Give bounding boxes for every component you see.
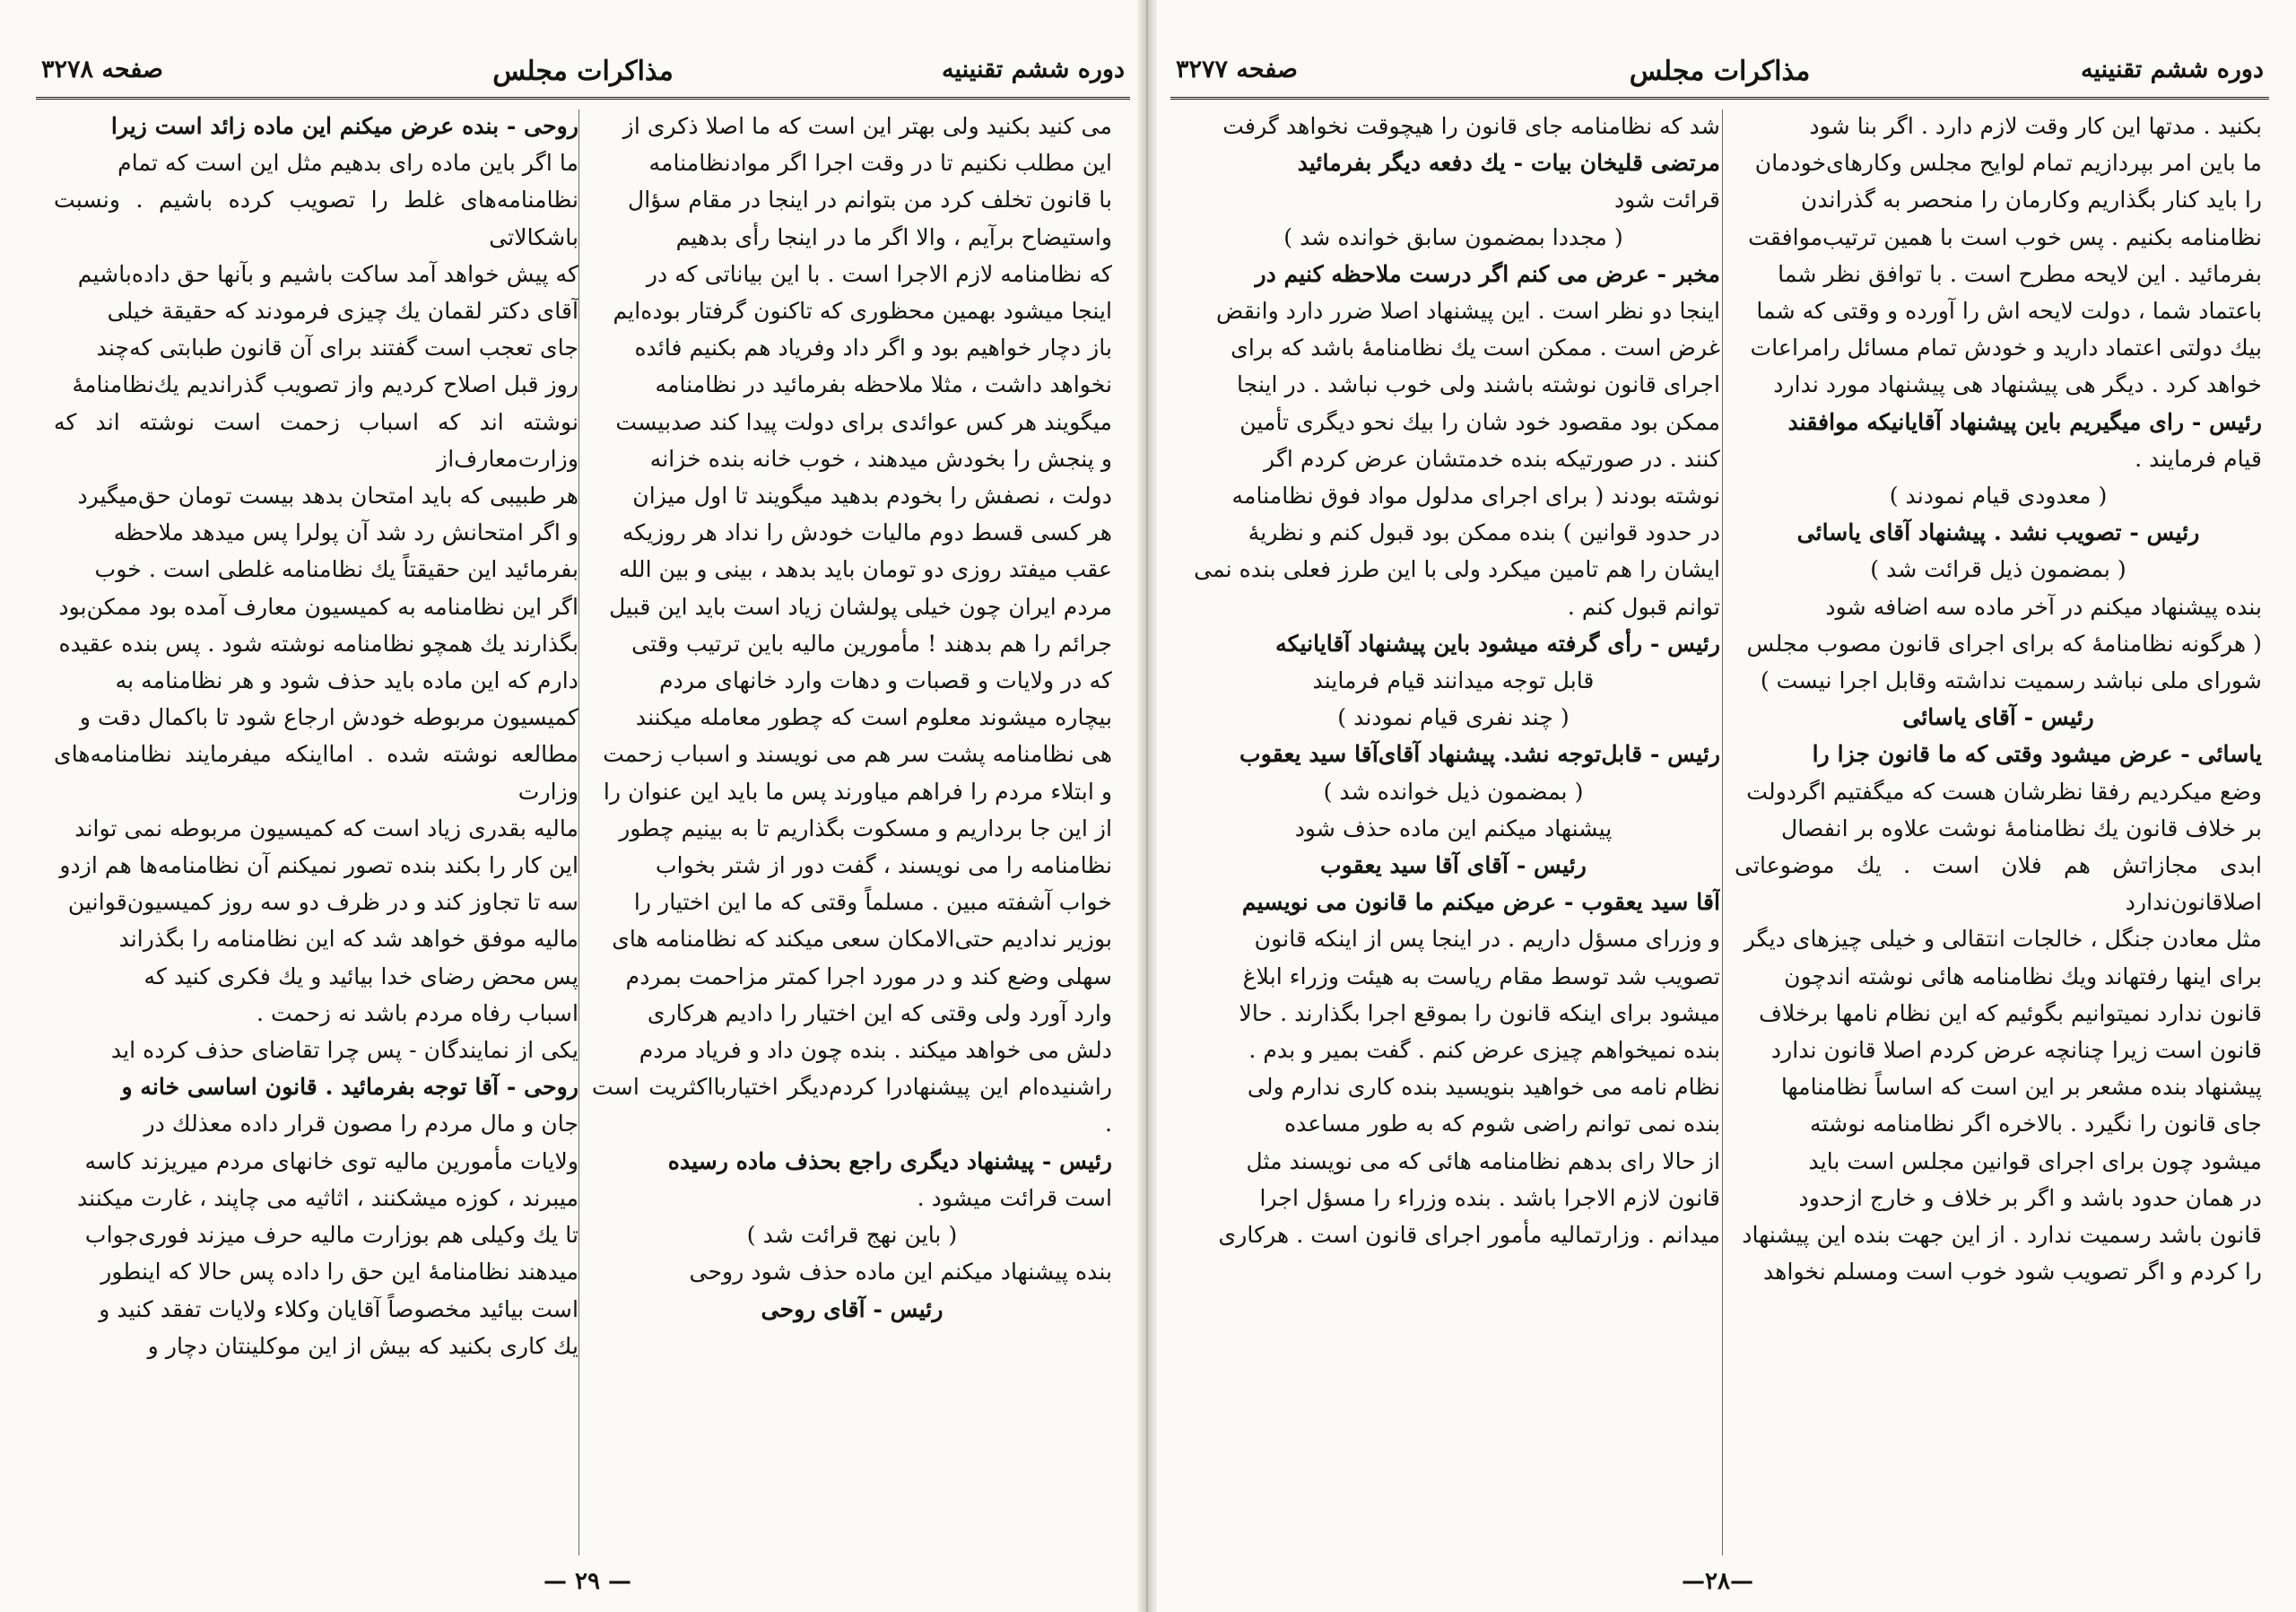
text-line: میگویند هر کس عوائدی برای دولت پیدا کند صدبیست [615,408,1112,435]
text-line: ( هرگونه نظامنامهٔ که برای اجرای قانون مصوب مجلس [1746,630,2262,657]
text-line: دلش می خواهد میکند . بنده چون داد و فریاد مردم [639,1037,1112,1064]
text-line: نوشته اند که اسباب زحمت است نوشته اند که وزارت‌معارف‌از [54,408,578,472]
text-line: جرائم را هم بدهند ! مأمورین مالیه باین ترتیب وقتی [631,630,1112,657]
text-line: میدانم . وزارتمالیه مأمور اجرای قانون است . هرکاری [1218,1222,1720,1249]
right-page [1170,0,2269,1612]
text-line: قیام فرمایند . [2135,445,2262,472]
text-line: و پنجش را بخودش میدهند ، خوب خانه بنده خزانه [649,445,1112,472]
left-header-page-label: صفحه ۳۲۷۸ [41,56,163,83]
text-line: سهلی وضع کند و در مورد اجرا کمتر مزاحمت بمردم [625,963,1112,989]
text-line: و اگر امتحانش رد شد آن پولرا پس میدهد ملاحظه [113,519,578,546]
text-line: که در ولایات و قصبات و دهات وارد خانهای مردم [659,667,1112,694]
text-line: ایشان را هم تامین میکرد ولی با این طرز فعلی بنده نمی [1194,556,1720,583]
text-line: شورای ملی نباشد رسمیت نداشته وقابل اجرا نیست ) [1760,667,2262,694]
text-line: وضع میکردیم رفقا نظرشان هست که میگفتیم اگردولت [1746,778,2262,805]
text-line: جای قانون را نگیرد . بالاخره اگر نظامنامه نوشته [1810,1111,2262,1137]
text-line: پیشنهاد بنده مشعر بر این است که اساساً نظامنامها [1780,1074,2262,1101]
text-line: باعتماد شما ، دولت لایحه اش را آورده و وقتی که شما [1756,298,2262,325]
speaker-line: رئیس - آقای یاسائی [1902,703,2094,731]
text-line: اگر این نظامنامه به کمیسیون معارف آمده بود ممکن‌بود [58,593,578,620]
speaker-line: رئیس - آقای آقا سید یعقوب [1320,851,1587,879]
text-line: غرض است . ممکن است یك نظامنامهٔ باشد که برای [1231,335,1720,362]
text-line: بنده پیشنهاد میکنم در آخر ماده سه اضافه شود [1825,593,2262,620]
left-header-session: دوره ششم تقنینیه [942,56,1125,83]
text-line: بر خلاف قانون یك نظامنامهٔ نوشت علاوه بر انفصال [1781,815,2262,841]
text-line: قرائت شود [1613,187,1720,213]
text-line: بگذارند یك همچو نظامنامه نوشته شود . پس بنده عقیده [58,630,578,657]
centered-line: پیشنهاد میکنم این ماده حذف شود [1294,815,1613,841]
text-line: بکنید . مدتها این کار وقت لازم دارد . اگر بنا شود [1809,113,2262,139]
centered-line: ( بمضمون ذیل قرائت شد ) [1870,556,2126,583]
text-line: هر طبیبی که باید امتحان بدهد بیست تومان حق‌میگیرد [77,483,578,510]
text-line: دولت ، نصفش را بخودم بدهید میگویند تا اول میزان [632,483,1112,510]
text-line: است قرائت میشود . [917,1184,1112,1211]
centered-line: قابل توجه میدانند قیام فرمایند [1312,667,1595,694]
speaker-line: روحی - آقا توجه بفرمائید . قانون اساسی خانه و [121,1073,578,1101]
text-line: شد که نظامنامه جای قانون را هیچوقت نخواهد گرفت [1222,113,1720,139]
text-line: جان و مال مردم را مصون قرار داده معذلك در [144,1111,578,1137]
text-line: بنده نمی توانم راضی شوم که به طور مساعده [1283,1111,1720,1137]
right-page-right-column [1735,108,2262,1561]
text-line: که پیش خواهد آمد ساکت باشیم و بآنها حق داده‌باشیم [77,260,578,287]
text-line: قانون باشد رسمیت ندارد . از این جهت بنده این پیشنهاد [1742,1222,2262,1249]
text-line: نظامنامه‌های غلط را تصویب کرده باشیم . ونسبت باشکالاتی [54,187,578,250]
text-line: این مطلب نکنیم تا در وقت اجرا اگر موادنظامنامه [648,150,1112,177]
text-line: جای تعجب است گفتند برای آن قانون طبابتی که‌چند [96,335,578,362]
text-line: بنده پیشنهاد میکنم این ماده حذف شود روحی [689,1259,1112,1285]
text-line: تا یك وکیلی هم بوزارت مالیه حرف میزند فوری‌جواب [84,1222,578,1249]
text-line: دارم که این ماده باید حذف شود و هر نظامنامه به [115,667,578,694]
text-line: ما اگر باین ماده رای بدهیم مثل این است که تمام [117,150,578,177]
text-line: میبرند ، کوزه میشکنند ، اثاثیه می چاپند ، غارت میکنند [76,1184,578,1211]
text-line: سه تا تجاوز کند و در ظرف دو سه روز کمیسیون‌قوانین [67,889,578,916]
text-line: آقای دکتر لقمان یك چیزی فرمودند که حقیقة خیلی [107,298,578,325]
left-page-number: — ۲۹ — [543,1568,632,1595]
text-line: توانم قبول کنم . [1567,593,1720,620]
text-line: تصویب شد توسط مقام ریاست به هیئت وزراء ابلاغ [1242,963,1720,989]
text-line: نوشته بودند ( برای اجرای مدلول مواد فوق نظامنامه [1231,483,1720,510]
left-page-header [36,47,1130,100]
centered-line: ( بمضمون ذیل خوانده شد ) [1323,778,1584,805]
text-line: روز قبل اصلاح کردیم واز تصویب گذراندیم یك‌نظامنامهٔ [72,371,578,398]
centered-line: ( مجددا بمضمون سابق خوانده شد ) [1283,223,1623,250]
text-line: اجرای قانون نوشته باشند ولی خوب نباشد . در اینجا [1237,371,1720,398]
text-line: قانون لازم الاجرا باشد . بنده وزراء را مسؤل اجرا [1259,1184,1720,1211]
centered-line: ( چند نفری قیام نمودند ) [1337,704,1570,731]
text-line: اینجا دو نظر است . این پیشنهاد اصلا ضرر دارد وانقض [1216,298,1720,325]
right-header-title: مذاکرات مجلس [1629,56,1811,87]
right-page-number: —۲۸— [1682,1568,1753,1595]
text-line: از این جا برداریم و مسکوت بگذاریم تا به بینیم چطور [619,815,1112,841]
text-line: ولایات مأمورین مالیه توی خانهای مردم میریزند کاسه [84,1147,578,1174]
text-line: وارد آورد ولی وقتی که این اختیار را دادیم هرکاری [647,999,1112,1026]
text-line: که نظامنامه لازم الاجرا است . با این بیاناتی که در [646,260,1112,287]
text-line: اسباب رفاه مردم باشد نه زحمت . [257,999,578,1026]
text-line: راشنیده‌ام این پیشنهادرا کردم‌دیگر اختیارباا‌کثریت است . [592,1074,1112,1137]
speaker-line: مرتضی قلیخان بیات - یك دفعه دیگر بفرمائید [1297,149,1720,177]
text-line: در همان حدود باشد و اگر بر خلاف و خارج ازحدود [1798,1184,2262,1211]
text-line: قانون ندارد نمیتوانیم بگوئیم که این نظام نامها برخلاف [1758,999,2262,1026]
text-line: و ابتلاء مردم را فراهم میاورند پس ما باید این عنوان را [603,778,1112,805]
speaker-line: رئیس - پیشنهاد دیگری راجع بحذف ماده رسیده [667,1146,1112,1174]
text-line: عقب میفتد روزی دو تومان باید بدهد ، بینی و بین الله [619,556,1112,583]
text-line: مالیه موفق خواهد شد که این نظامنامه را بگذراند [118,926,578,953]
speaker-line: یاسائی - عرض میشود وقتی که ما قانون جزا را [1812,740,2262,768]
text-line: یکی از نمایندگان - پس چرا تقاضای حذف کرده اید [110,1037,578,1064]
speaker-line: رئیس - رأی گرفته میشود باین پیشنهاد آقایانیکه [1275,629,1720,657]
text-line: برای اینها رفتهاند ویك نظامنامه هائی نوشته اندچون [1784,963,2262,989]
book-gutter [1137,0,1157,1612]
text-line: بفرمائید . این لایحه مطرح است . با توافق نظر شما [1778,260,2262,287]
text-line: را کردم و اگر تصویب شود خوب است ومسلم نخواهد [1762,1259,2262,1285]
right-page-left-column [1187,108,1720,1561]
text-line: ما باین امر بپردازیم تمام لوایح مجلس وکارهای‌خودمان [1754,150,2262,177]
text-line: واستیضاح برآیم ، والا اگر ما در اینجا رأی بدهیم [675,223,1112,250]
text-line: است بیائید مخصوصاً آقایان وکلاء ولایات تفقد کنید و [99,1295,578,1322]
text-line: با قانون تخلف کرد من بتوانم در اینجا در مقام سؤال [627,187,1112,213]
text-line: بیك دولتی اعتماد دارید و خودش تمام مسائل رامراعات [1750,335,2262,362]
text-line: از حالا رای بدهم نظامنامه هائی که می نویسند مثل [1246,1147,1720,1174]
text-line: میدهند نظامنامهٔ این حق را داده پس حالا که اینطور [100,1259,578,1285]
text-line: قانون است زیرا چنانچه عرض کردم اصلا قانون ندارد [1770,1037,2262,1064]
text-line: نخواهد داشت ، مثلا ملاحظه بفرمائید در نظامنامه [655,371,1112,398]
text-line: کنند . در صورتیکه بنده خدمتشان عرض کردم اگر [1264,445,1720,472]
speaker-line: رئیس - آقای روحی [761,1294,944,1322]
left-header-title: مذاکرات مجلس [492,56,674,87]
text-line: بوزیر ندادیم حتی‌الامکان سعی میکند که نظامنامه های [612,926,1112,953]
text-line: می کنید بکنید ولی بهتر این است که ما اصلا ذکری از [622,113,1112,139]
text-line: بفرمائید این حقیقتاً یك نظامنامه غلطی است . خوب [94,556,578,583]
centered-line: ( معدودی قیام نمودند ) [1889,483,2108,510]
text-line: نظامنامه بکنیم . پس خوب است با همین ترتیب‌موافقت [1748,223,2262,250]
text-line: هر کسی قسط دوم مالیات خودش را نداد هر روزیکه [622,519,1112,546]
centered-line: ( باین نهج قرائت شد ) [746,1222,958,1249]
text-line: هی نظامنامه پشت سر هم می نویسند و اسباب زحمت [603,741,1112,768]
text-line: خواب آشفته مبین . مسلماً وقتی که ما این اختیار را [633,889,1112,916]
text-line: میشود چون برای اجرای قوانین مجلس است باید [1808,1147,2262,1174]
right-header-page-label: صفحه ۳۲۷۷ [1176,56,1298,83]
text-line: مطالعه نوشته شده . امااینکه میفرمایند نظامنامه‌های وزارت [54,741,578,805]
speaker-line: رئیس - تصویب نشد . پیشنهاد آقای یاسائی [1796,518,2200,546]
text-line: مالیه بقدری زیاد است که کمیسیون مربوطه نمی تواند [74,815,578,841]
speaker-line: رئیس - قابل‌توجه نشد. پیشنهاد آقای‌آقا سید یعقوب [1239,740,1720,768]
text-line: ممکن بود مقصود خود شان را بیك نحو دیگری تأمین [1239,408,1720,435]
text-line: میشود برای اینکه قانون را بموقع اجرا بگذارند . حالا [1239,999,1720,1026]
text-line: این کار را بکند بنده تصور نمیکنم آن نظامنامه‌ها هم ازدو [59,852,578,879]
left-page [36,0,1130,1612]
left-page-right-column [592,108,1112,1561]
speaker-line: روحی - بنده عرض میکنم این ماده زائد است زیرا [110,112,578,139]
speaker-line: رئیس - رای میگیریم باین پیشنهاد آقایانیکه موافقند [1787,407,2262,435]
text-line: مردم ایران چون خیلی پولشان زیاد است باید این قبیل [609,593,1112,620]
text-line: نظامنامه را می نویسند ، گفت دور از شتر بخواب [655,852,1112,879]
text-line: بنده نمیخواهم چیزی عرض کنم . گفت بمیر و بدم . [1248,1037,1720,1064]
text-line: پس محض رضای خدا بیائید و یك فکری کنید که [144,963,578,989]
left-page-left-column [54,108,578,1561]
text-line: بیچاره میشوند معلوم است که چطور معامله میکنند [635,704,1112,731]
right-page-header [1170,47,2269,100]
text-line: باز دچار خواهیم بود و اگر داد وفریاد هم بکنیم فائده [634,335,1112,362]
text-line: کمیسیون مربوطه خودش ارجاع شود تا باکمال دقت و [79,704,578,731]
text-line: مثل معادن جنگل ، خالجات انتقالی و خیلی چیزهای دیگر [1744,926,2262,953]
text-line: را باید کنار بگذاریم وکارمان را منحصر به گذراندن [1800,187,2262,213]
left-page-column-divider [578,109,579,1555]
text-line: در حدود قوانین ) بنده ممکن بود قبول کنم و نظریهٔ [1248,519,1720,546]
right-header-session: دوره ششم تقنینیه [2081,56,2264,83]
speaker-line: آقا سید یعقوب - عرض میکنم ما قانون می نویسیم [1241,888,1720,916]
speaker-line: مخبر - عرض می کنم اگر درست ملاحظه کنیم در [1255,259,1720,287]
text-line: نظام نامه می خواهید بنویسید بنده کاری ندارم ولی [1247,1074,1720,1101]
right-page-column-divider [1722,109,1723,1555]
text-line: ابدی مجازاتش هم فلان است . یك موضوعاتی اصلاقانون‌ندارد [1735,852,2262,916]
text-line: و وزرای مسؤل داریم . در اینجا پس از اینکه قانون [1254,926,1720,953]
text-line: اینجا میشود بهمین محظوری که تاکنون گرفتار بوده‌ایم [613,298,1112,325]
text-line: یك کاری بکنید که بیش از این موکلینتان دچار و [147,1332,578,1359]
text-line: خواهد کرد . دیگر هی پیشنهاد هی پیشنهاد مورد ندارد [1773,371,2262,398]
